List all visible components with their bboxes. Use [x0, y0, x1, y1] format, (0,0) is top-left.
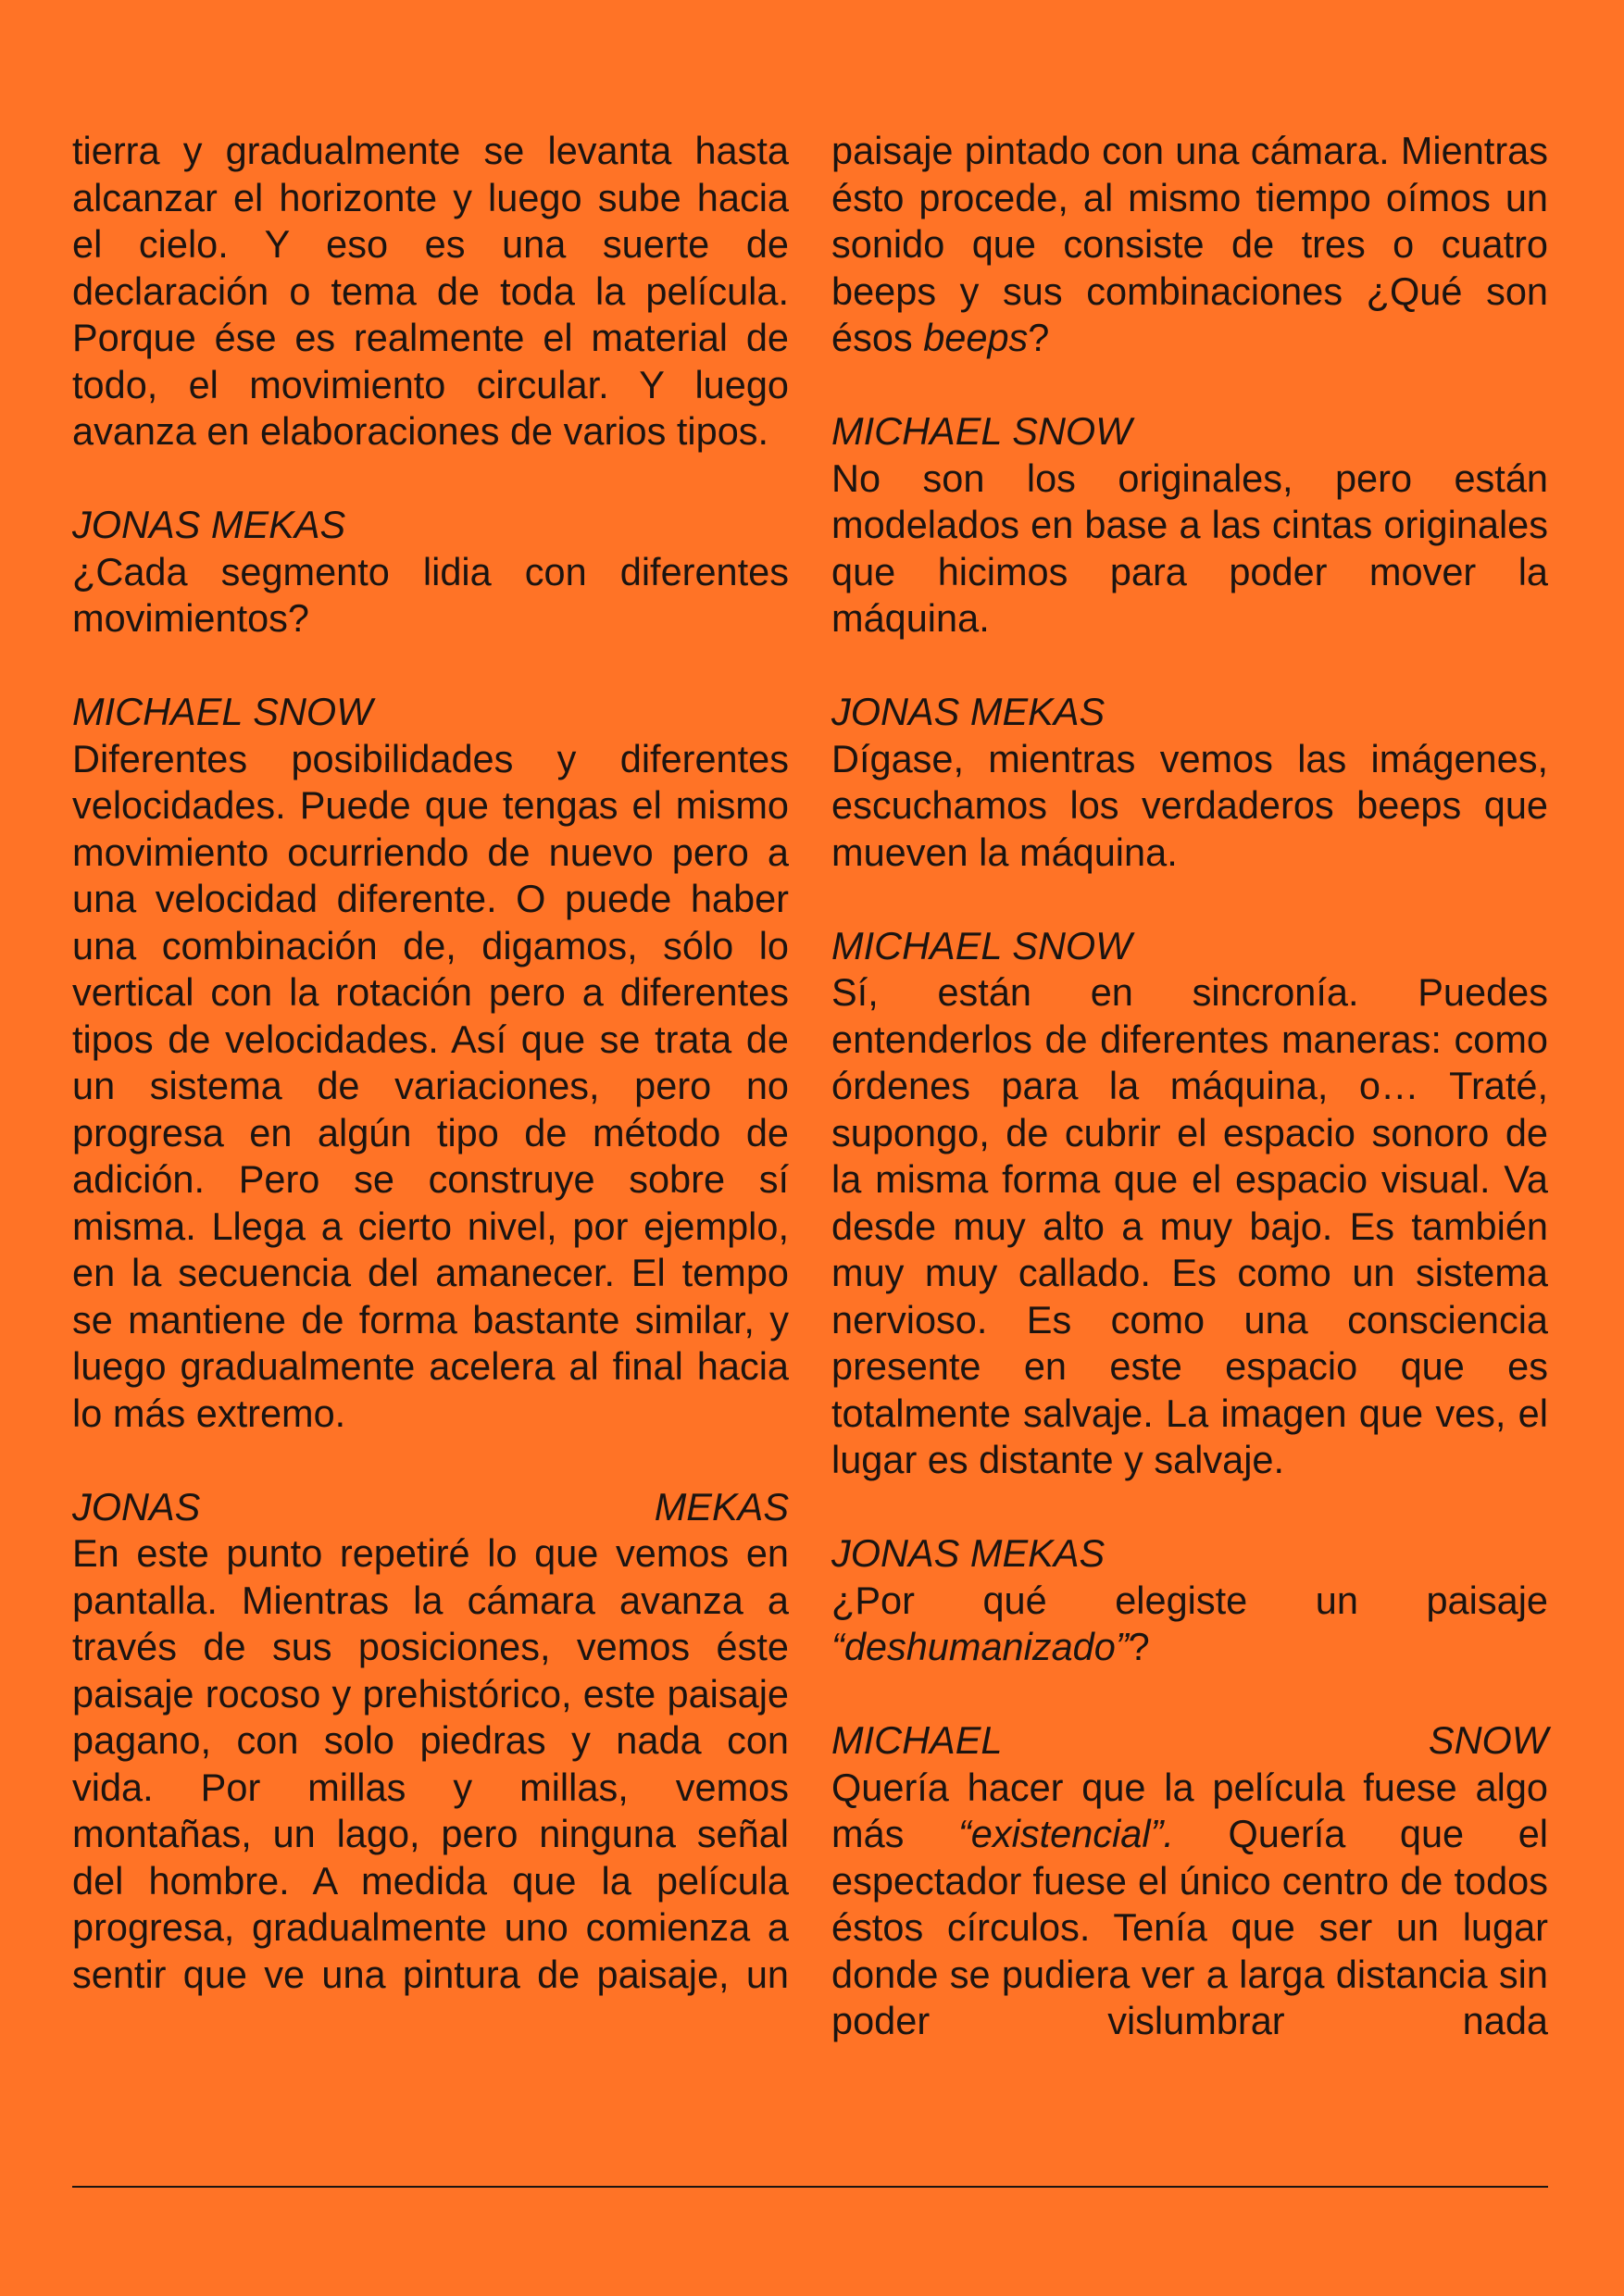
- footer-rule: [72, 2186, 1548, 2188]
- dialogue-block: [831, 1530, 1548, 1671]
- right-column: [831, 128, 1548, 2045]
- dialogue-block: [72, 689, 789, 1437]
- dialogue-text: ¿Por qué elegiste un paisaje: [831, 1578, 1548, 1622]
- emphasis-text: “existencial”.: [957, 1812, 1174, 1855]
- dialogue-text: No son los originales, pero están modelados en base a las cintas originales que hicimos para poder mover la máquina.: [831, 455, 1548, 640]
- speaker-name: JONAS MEKAS: [831, 690, 1106, 733]
- paragraph-text-end: ?: [1028, 316, 1050, 359]
- dialogue-block: [831, 408, 1548, 643]
- left-column: [72, 128, 789, 1998]
- dialogue-text-end: ?: [1128, 1625, 1150, 1668]
- dialogue-block: [72, 502, 789, 643]
- dialogue-text: Quería hacer que la película fuese algo más: [831, 1765, 1548, 1855]
- paragraph: [831, 128, 1548, 362]
- speaker-name: JONAS MEKAS: [831, 1531, 1106, 1575]
- speaker-name: MICHAEL SNOW: [831, 1718, 1548, 1762]
- dialogue-text: Dígase, mientras vemos las imágenes, escuchamos los verdaderos beeps que mueven la máquina.: [831, 736, 1548, 874]
- dialogue-block: [831, 1717, 1548, 2045]
- speaker-name: MICHAEL SNOW: [831, 409, 1132, 453]
- dialogue-text: Sí, están en sincronía. Puedes entenderlos de diferentes maneras: como órdenes para la máquina, o… Traté, supongo, de cubrir el espacio sonoro de la misma forma que el espacio visual. Va desde muy alto a muy bajo. Es también muy muy callado. Es como un sistema nervioso. Es como una consciencia presente en este espacio que es totalmente salvaje. La imagen que ves, el lugar es distante y salvaje.: [831, 970, 1548, 1481]
- dialogue-text: En este punto repetiré lo que vemos en pantalla. Mientras la cámara avanza a través de sus posiciones, vemos éste paisaje rocoso y prehistórico, este paisaje pagano, con solo piedras y nada con vida. Por millas y millas, vemos montañas, un lago, pero ninguna señal del hombre. A medida que la película progresa, gradualmente uno comienza a sentir que ve una pintura de paisaje, un: [72, 1531, 789, 1996]
- speaker-name: MICHAEL SNOW: [831, 923, 1132, 967]
- dialogue-block: [72, 1484, 789, 1999]
- dialogue-text: ¿Cada segmento lidia con diferentes movimientos?: [72, 549, 789, 640]
- dialogue-block: [831, 689, 1548, 876]
- speaker-name: JONAS MEKAS: [72, 1484, 789, 1529]
- emphasis-text: beeps: [923, 316, 1029, 359]
- paragraph: [72, 128, 789, 455]
- speaker-name: JONAS MEKAS: [72, 503, 346, 546]
- emphasis-text: “deshumanizado”: [831, 1625, 1129, 1668]
- speaker-name: MICHAEL SNOW: [72, 690, 373, 733]
- dialogue-text-end: Quería que el espectador fuese el único centro de todos éstos círculos. Tenía que ser un lugar donde se pudiera ver a larga distancia sin poder vislumbrar nada: [831, 1812, 1548, 2042]
- paragraph-text: paisaje pintado con una cámara. Mientras ésto procede, al mismo tiempo oímos un sonido que consiste de tres o cuatro beeps y sus combinaciones ¿Qué son ésos: [831, 129, 1548, 359]
- dialogue-block: [831, 923, 1548, 1484]
- dialogue-text: Diferentes posibilidades y diferentes velocidades. Puede que tengas el mismo movimiento ocurriendo de nuevo pero a una velocidad diferente. O puede haber una combinación de, digamos, sólo lo vertical con la rotación pero a diferentes tipos de velocidades. Así que se trata de un sistema de variaciones, pero no progresa en algún tipo de método de adición. Pero se construye sobre sí misma. Llega a cierto nivel, por ejemplo, en la secuencia del amanecer. El tempo se mantiene de forma bastante similar, y luego gradualmente acelera al final hacia lo más extremo.: [72, 736, 789, 1435]
- paragraph-text: tierra y gradualmente se levanta hasta alcanzar el horizonte y luego sube hacia el cielo. Y eso es una suerte de declaración o tema de toda la película. Porque ése es realmente el material de todo, el movimiento circular. Y luego avanza en elaboraciones de varios tipos.: [72, 129, 789, 453]
